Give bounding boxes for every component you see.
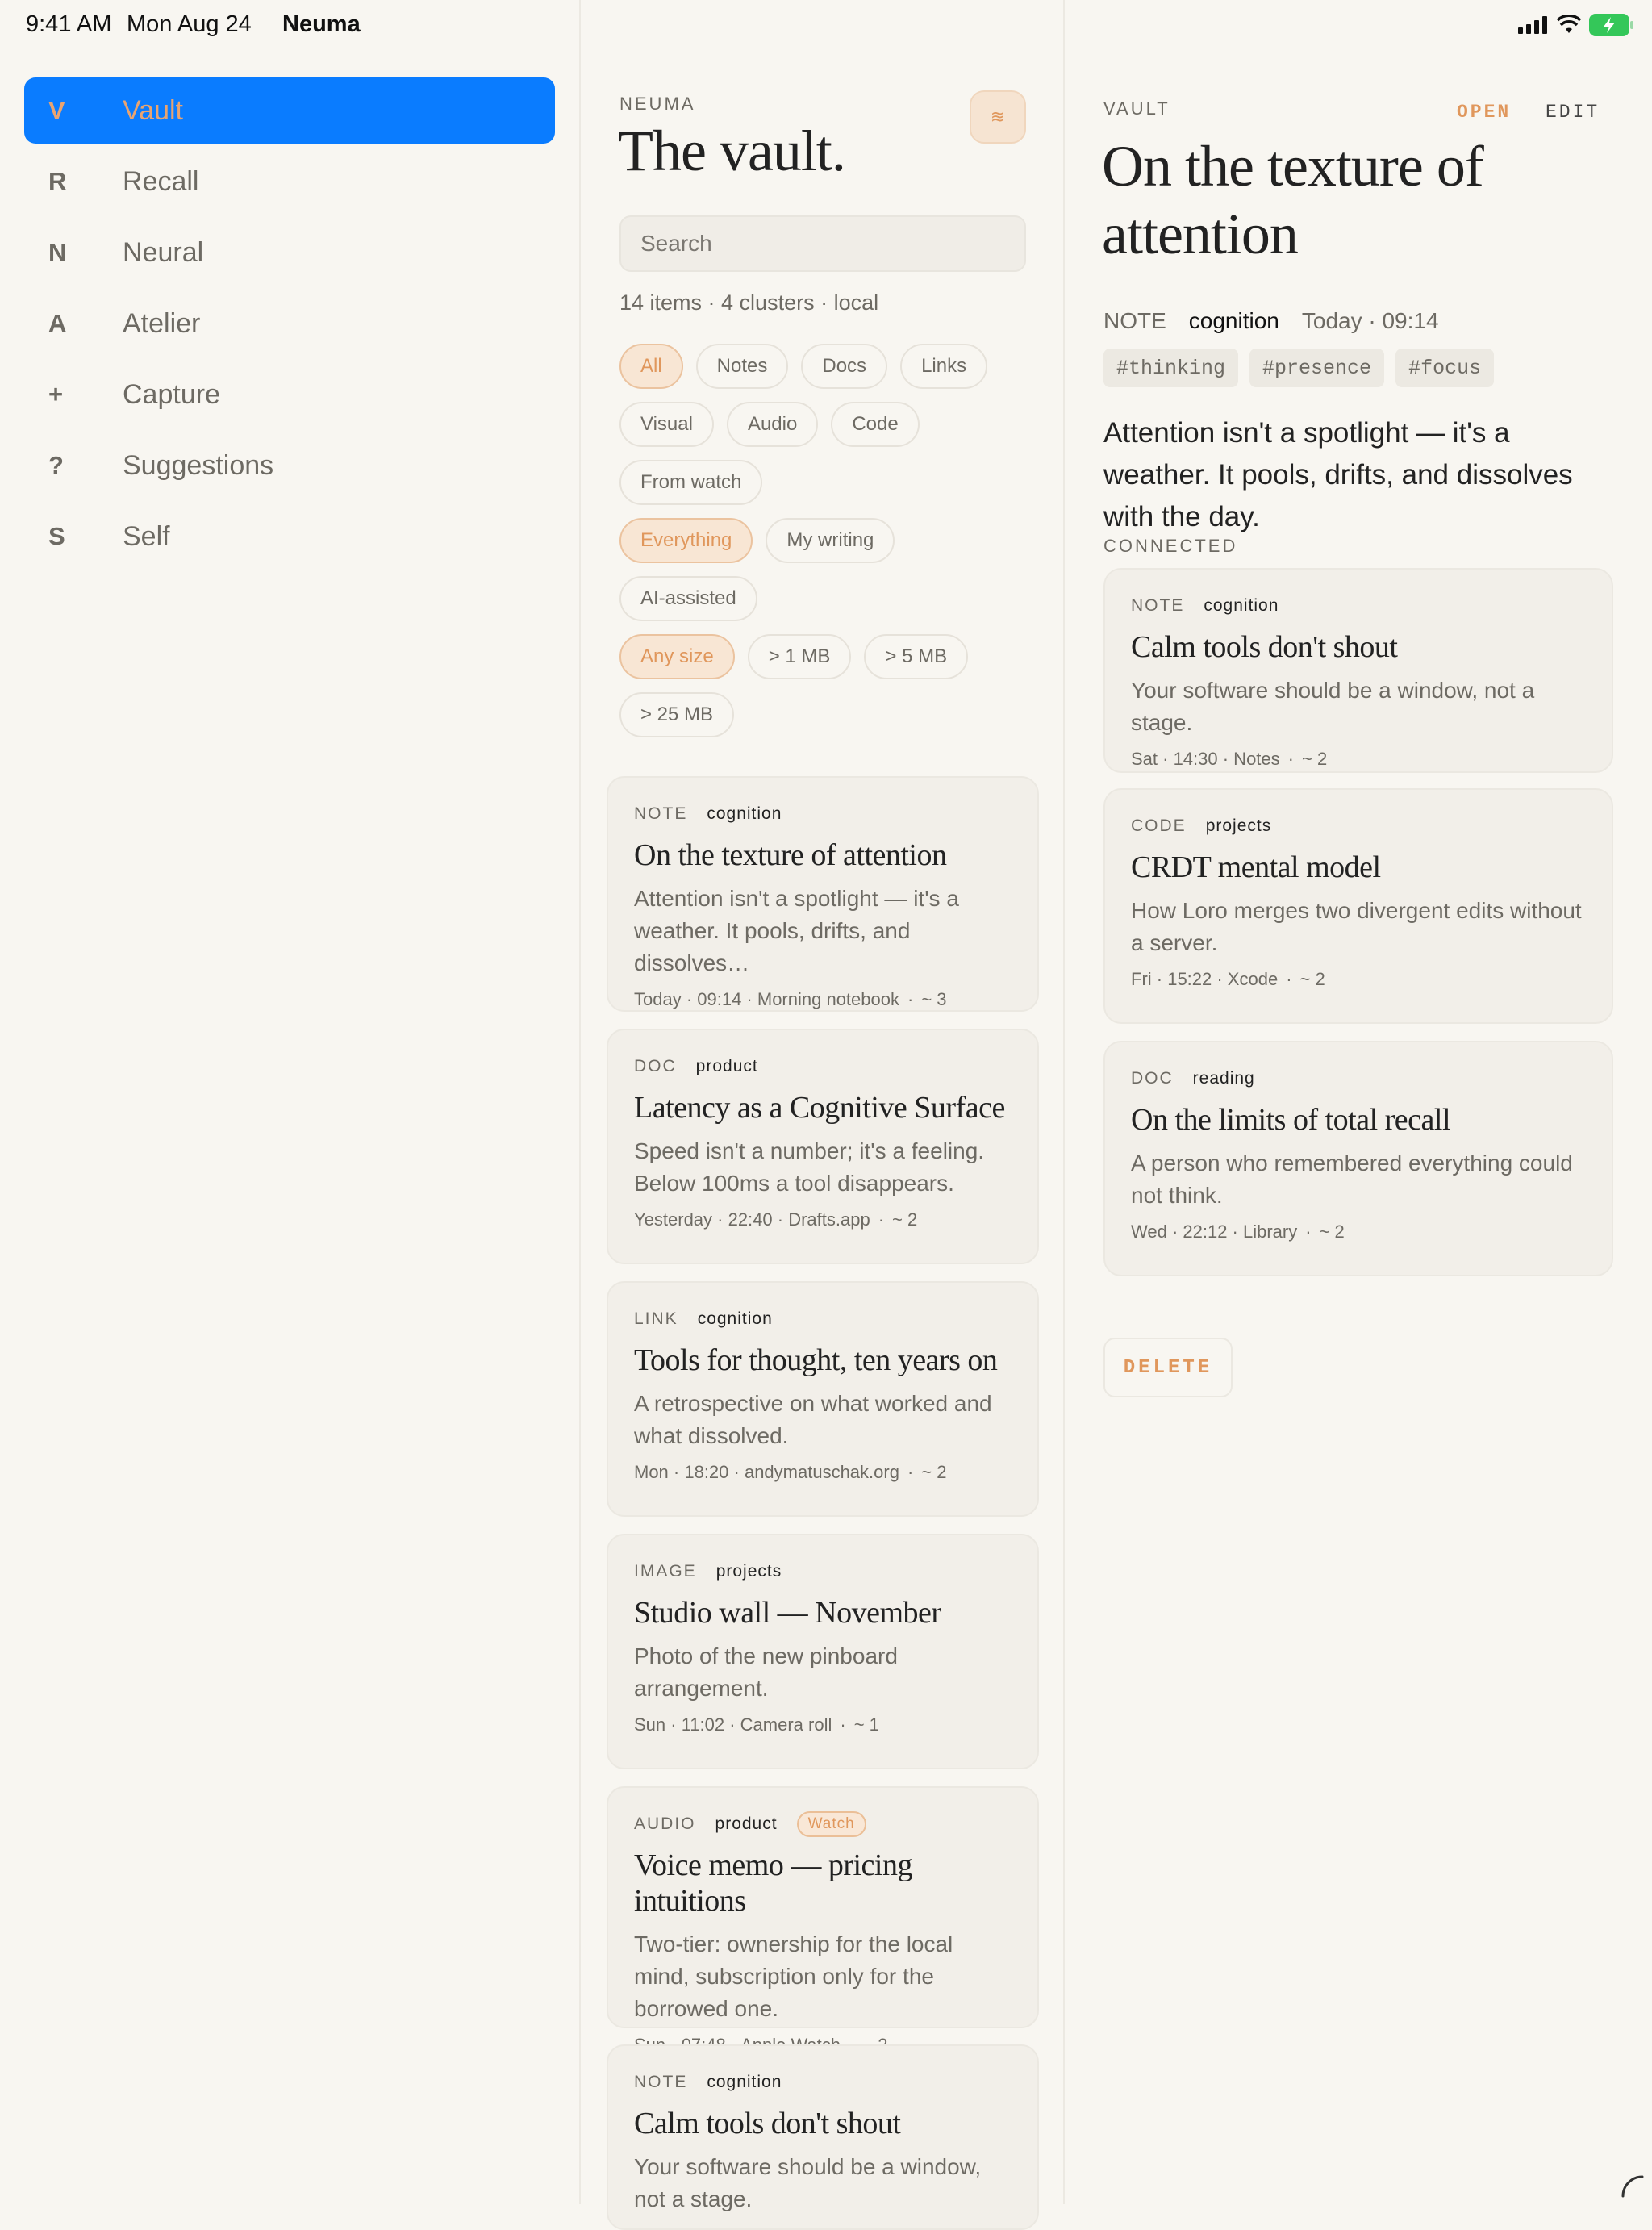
card-cluster: cognition <box>697 1309 773 1328</box>
sidebar <box>0 52 579 2204</box>
card-meta <box>634 2070 1012 2094</box>
card-kind: IMAGE <box>634 1562 697 1581</box>
card-source: Today · 09:14 · Morning notebook <box>634 989 899 1009</box>
vault-list-column <box>581 52 1065 2211</box>
chip-over-25mb[interactable]: > 25 MB <box>620 692 734 737</box>
card-kind: AUDIO <box>634 1814 696 1833</box>
brand-label: NEUMA <box>620 94 696 114</box>
detail-body: Attention isn't a spotlight — it's a weather. It pools, drifts, and dissolves with the day. <box>1103 417 1573 532</box>
card-title: Studio wall — November <box>634 1596 941 1630</box>
card-link-count: ~ 2 <box>921 1462 947 1482</box>
card-body: Speed isn't a number; it's a feeling. Below 100ms a tool disappears. <box>634 1138 985 1196</box>
card-title: On the texture of attention <box>634 838 947 872</box>
card-cluster: cognition <box>1204 596 1279 615</box>
vault-item-card[interactable] <box>607 1534 1039 1769</box>
search-input[interactable] <box>620 215 1026 272</box>
filter-button[interactable] <box>970 90 1026 144</box>
card-cluster: product <box>715 1814 778 1833</box>
card-meta <box>634 1054 1012 1079</box>
separator-dot: · <box>1305 1221 1312 1242</box>
sidebar-item-label: Capture <box>123 378 220 410</box>
card-kind: CODE <box>1131 816 1187 835</box>
delete-button[interactable]: DELETE <box>1103 1338 1233 1397</box>
connected-item-card[interactable] <box>1103 788 1613 1024</box>
sidebar-item-suggestions[interactable] <box>24 432 555 499</box>
sidebar-item-recall[interactable] <box>24 148 555 215</box>
card-cluster: cognition <box>707 804 782 823</box>
resize-handle-icon[interactable] <box>1620 2174 1644 2198</box>
chip-over-1mb[interactable]: > 1 MB <box>748 634 852 679</box>
card-body: A person who remembered everything could not think. <box>1131 1150 1573 1208</box>
sidebar-item-atelier[interactable] <box>24 290 555 357</box>
sidebar-nav <box>24 77 555 574</box>
sidebar-item-label: Atelier <box>123 307 201 339</box>
card-footer <box>634 1462 1012 1483</box>
detail-pane <box>1065 52 1652 2204</box>
card-body: A retrospective on what worked and what dissolved. <box>634 1391 992 1448</box>
filter-icon: ≋ <box>990 106 1006 127</box>
card-footer <box>634 1209 1012 1230</box>
card-title: Calm tools don't shout <box>1131 630 1398 664</box>
card-body: Your software should be a window, not a stage. <box>1131 678 1535 735</box>
card-meta <box>634 1560 1012 1584</box>
vault-summary: 14 items · 4 clusters · local <box>620 290 879 315</box>
status-app-name: Neuma <box>282 11 361 37</box>
card-link-count: ~ 3 <box>921 989 947 1009</box>
detail-timestamp: Today · 09:14 <box>1301 308 1439 333</box>
detail-tags <box>1103 349 1494 387</box>
card-kind: NOTE <box>634 2073 688 2091</box>
sidebar-item-neural[interactable] <box>24 219 555 286</box>
card-link-count: ~ 2 <box>892 1209 918 1230</box>
chip-code[interactable]: Code <box>831 402 919 447</box>
sidebar-item-vault[interactable] <box>24 77 555 144</box>
chip-ai-assisted[interactable]: AI-assisted <box>620 576 757 621</box>
separator-dot: · <box>1287 749 1294 769</box>
card-link-count: ~ 2 <box>1319 1221 1345 1242</box>
card-body: How Loro merges two divergent edits without a server. <box>1131 898 1582 955</box>
chip-my-writing[interactable]: My writing <box>766 518 895 563</box>
vault-item-card[interactable] <box>607 1029 1039 1264</box>
card-source: Yesterday · 22:40 · Drafts.app <box>634 1209 870 1230</box>
cellular-signal-icon <box>1518 16 1549 34</box>
status-bar <box>0 0 1652 52</box>
card-source: Sun · 11:02 · Camera roll <box>634 1714 832 1735</box>
chip-audio[interactable]: Audio <box>727 402 818 447</box>
connected-item-card[interactable] <box>1103 568 1613 773</box>
card-cluster: reading <box>1192 1069 1255 1088</box>
sidebar-item-letter: R <box>48 167 67 195</box>
sidebar-item-letter: N <box>48 238 67 266</box>
chip-any-size[interactable]: Any size <box>620 634 735 679</box>
card-kind: NOTE <box>634 804 688 823</box>
tag-presence[interactable]: #presence <box>1249 349 1384 387</box>
card-source: Mon · 18:20 · andymatuschak.org <box>634 1462 899 1482</box>
connected-heading: CONNECTED <box>1103 536 1238 556</box>
separator-dot: · <box>878 1209 885 1230</box>
separator-dot: · <box>840 1714 846 1735</box>
edit-button[interactable]: EDIT <box>1546 102 1600 123</box>
card-body: Your software should be a window, not a stage. <box>634 2154 982 2211</box>
card-body: Photo of the new pinboard arrangement. <box>634 1643 898 1701</box>
card-kind: DOC <box>634 1057 677 1075</box>
sidebar-item-capture[interactable] <box>24 361 555 428</box>
separator-dot: · <box>907 989 914 1009</box>
card-cluster: projects <box>1205 816 1272 835</box>
chip-all[interactable]: All <box>620 344 683 389</box>
card-kind: DOC <box>1131 1069 1174 1088</box>
card-title: On the limits of total recall <box>1131 1103 1451 1137</box>
detail-kind: NOTE <box>1103 308 1166 333</box>
card-kind: NOTE <box>1131 596 1185 615</box>
card-source: Fri · 15:22 · Xcode <box>1131 969 1279 989</box>
card-meta <box>1131 814 1586 838</box>
card-title: CRDT mental model <box>1131 850 1381 884</box>
card-footer <box>1131 969 1586 990</box>
vault-item-card[interactable] <box>607 1786 1039 2028</box>
page-title: The vault. <box>618 119 845 183</box>
card-footer <box>1131 1221 1586 1242</box>
chip-from-watch[interactable]: From watch <box>620 460 762 505</box>
card-title: Latency as a Cognitive Surface <box>634 1091 1005 1125</box>
chip-everything[interactable]: Everything <box>620 518 753 563</box>
connected-item-card[interactable] <box>1103 1041 1613 1276</box>
sidebar-item-self[interactable] <box>24 503 555 570</box>
card-meta <box>634 1812 1012 1836</box>
wifi-icon <box>1557 15 1581 35</box>
detail-title: On the texture of attention <box>1102 134 1483 266</box>
card-body: Attention isn't a spotlight — it's a weather. It pools, drifts, and dissolves… <box>634 886 959 975</box>
chip-docs[interactable]: Docs <box>801 344 887 389</box>
status-time: 9:41 AM <box>26 11 112 37</box>
separator-dot: · <box>907 1462 914 1482</box>
card-meta <box>634 802 1012 826</box>
card-title: Tools for thought, ten years on <box>634 1343 998 1377</box>
open-button[interactable]: OPEN <box>1457 102 1512 123</box>
card-footer <box>1131 749 1586 770</box>
status-date: Mon Aug 24 <box>127 11 252 37</box>
battery-charging-icon <box>1589 14 1634 36</box>
card-body: Two-tier: ownership for the local mind, subscription only for the borrowed one. <box>634 1931 953 2021</box>
type-filter-chips <box>620 344 1039 505</box>
tag-thinking[interactable]: #thinking <box>1103 349 1238 387</box>
sidebar-item-letter: S <box>48 522 65 550</box>
vault-item-card[interactable] <box>607 2044 1039 2230</box>
detail-cluster: cognition <box>1188 308 1279 333</box>
vault-item-card[interactable] <box>607 1281 1039 1517</box>
detail-meta <box>1103 308 1439 334</box>
card-kind: LINK <box>634 1309 678 1328</box>
chip-notes[interactable]: Notes <box>696 344 789 389</box>
tag-focus[interactable]: #focus <box>1395 349 1494 387</box>
card-meta <box>1131 594 1586 618</box>
sidebar-item-label: Neural <box>123 236 204 268</box>
chip-links[interactable]: Links <box>900 344 987 389</box>
sidebar-item-letter: + <box>48 380 64 408</box>
card-source: Wed · 22:12 · Library <box>1131 1221 1298 1242</box>
card-cluster: cognition <box>707 2073 782 2091</box>
card-meta <box>634 1307 1012 1331</box>
sidebar-item-letter: A <box>48 309 67 337</box>
sidebar-item-letter: ? <box>48 451 64 479</box>
sidebar-item-label: Recall <box>123 165 199 197</box>
card-title: Calm tools don't shout <box>634 2107 901 2140</box>
card-cluster: product <box>695 1057 758 1075</box>
card-cluster: projects <box>715 1562 782 1581</box>
card-footer <box>634 1714 1012 1735</box>
source-filter-chips <box>620 518 1039 621</box>
separator-dot: · <box>1286 969 1292 989</box>
sidebar-item-label: Vault <box>123 94 183 126</box>
sidebar-item-letter: V <box>48 96 65 124</box>
card-footer <box>634 989 1012 1010</box>
card-link-count: ~ 1 <box>853 1714 879 1735</box>
chip-visual[interactable]: Visual <box>620 402 714 447</box>
card-source: Sat · 14:30 · Notes <box>1131 749 1280 769</box>
detail-section-label: VAULT <box>1103 98 1170 119</box>
card-title: Voice memo — pricing intuitions <box>634 1848 912 1918</box>
sidebar-item-label: Suggestions <box>123 449 274 481</box>
size-filter-chips <box>620 634 1039 737</box>
vault-item-card[interactable] <box>607 776 1039 1012</box>
card-meta <box>1131 1067 1586 1091</box>
chip-over-5mb[interactable]: > 5 MB <box>864 634 968 679</box>
status-icons <box>1518 13 1634 37</box>
sidebar-item-label: Self <box>123 520 170 552</box>
watch-badge: Watch <box>797 1811 866 1837</box>
card-link-count: ~ 2 <box>1299 969 1325 989</box>
card-link-count: ~ 2 <box>1301 749 1328 769</box>
